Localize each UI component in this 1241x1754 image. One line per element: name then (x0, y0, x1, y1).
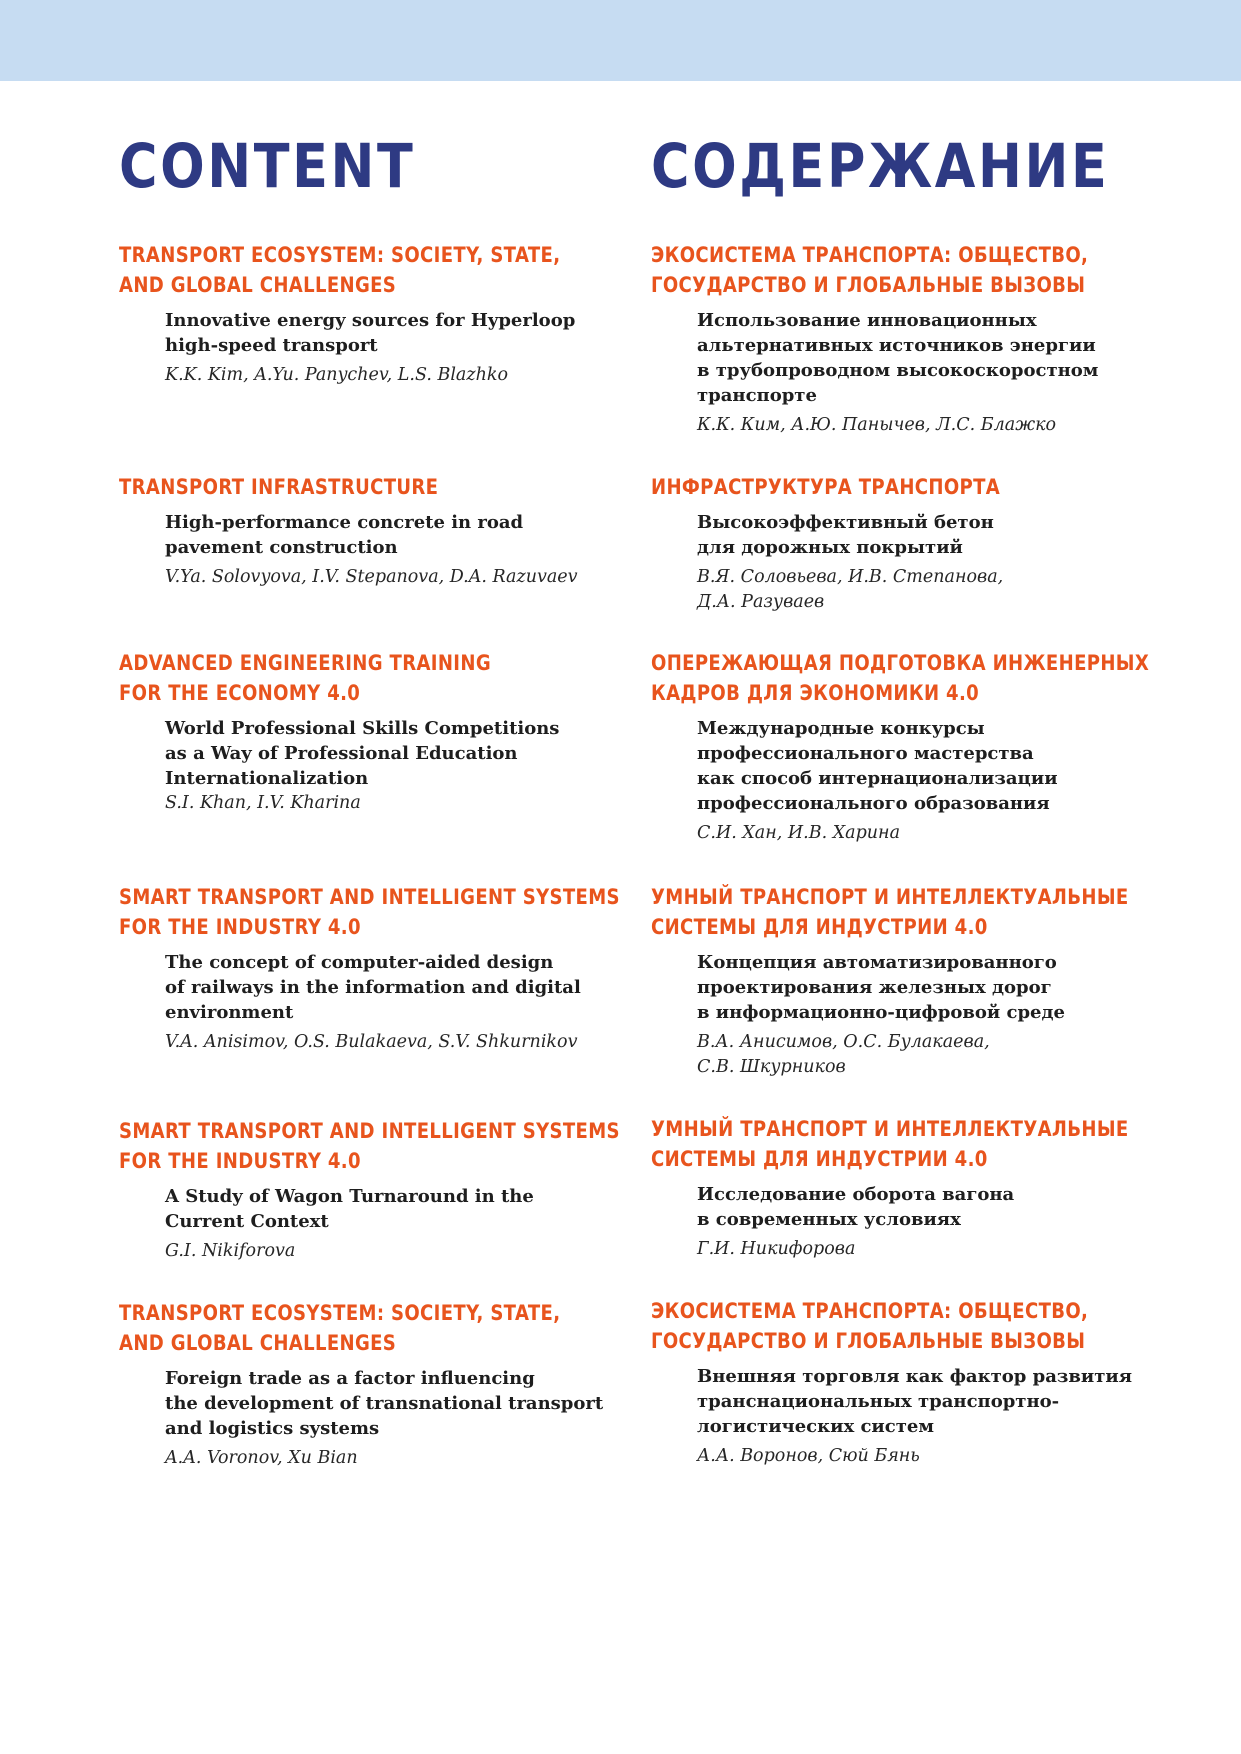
toc-entry[interactable] (119, 648, 639, 816)
toc-entry[interactable] (651, 1114, 1171, 1262)
article-title: A Study of Wagon Turnaround in the Current Context (165, 1186, 534, 1232)
article (697, 1364, 1171, 1469)
article-title: World Professional Skills Competitions as a Way of Professional Education Internationalization (165, 718, 560, 789)
article-authors: G.I. Nikiforova (165, 1241, 296, 1261)
section-heading: TRANSPORT ECOSYSTEM: SOCIETY, STATE, AND GLOBAL CHALLENGES (119, 243, 561, 297)
section-heading: TRANSPORT INFRASTRUCTURE (119, 475, 439, 499)
section-heading: ЭКОСИСТЕМА ТРАНСПОРТА: ОБЩЕСТВО, ГОСУДАРСТВО И ГЛОБАЛЬНЫЕ ВЫЗОВЫ (651, 1299, 1089, 1353)
toc-entry[interactable] (119, 1116, 639, 1264)
article (165, 1366, 639, 1471)
article (165, 308, 639, 388)
article (697, 510, 1171, 615)
article-title: Высокоэффективный бетон для дорожных покрытий (697, 512, 994, 558)
article-title: Использование инновационных альтернативных источников энергии в трубопроводном высокоскоростном транспорте (697, 310, 1099, 406)
article (165, 716, 639, 816)
section-heading: УМНЫЙ ТРАНСПОРТ И ИНТЕЛЛЕКТУАЛЬНЫЕ СИСТЕМЫ ДЛЯ ИНДУСТРИИ 4.0 (651, 885, 1129, 939)
article (697, 716, 1171, 846)
page-title: CONTENT (119, 131, 416, 202)
article-title: Международные конкурсы профессионального мастерства как способ интернационализации профессионального образования (697, 718, 1058, 814)
article-title: Внешняя торговля как фактор развития транснациональных транспортно- логистических систем (697, 1366, 1132, 1437)
article-authors: S.I. Khan, I.V. Kharina (165, 793, 361, 813)
article-authors: К.К. Ким, А.Ю. Панычев, Л.С. Блажко (697, 415, 1057, 435)
article-authors: V.A. Anisimov, O.S. Bulakaeva, S.V. Shkurnikov (165, 1032, 578, 1052)
article-title: Foreign trade as a factor influencing the development of transnational transport and logistics systems (165, 1368, 604, 1439)
article-title: Концепция автоматизированного проектирования железных дорог в информационно-цифровой среде (697, 952, 1065, 1023)
section-heading: ADVANCED ENGINEERING TRAINING FOR THE ECONOMY 4.0 (119, 651, 491, 705)
article-title: The concept of computer-aided design of railways in the information and digital environment (165, 952, 581, 1023)
toc-entry[interactable] (119, 472, 639, 590)
section-heading: SMART TRANSPORT AND INTELLIGENT SYSTEMS FOR THE INDUSTRY 4.0 (119, 885, 620, 939)
article-authors: K.K. Kim, A.Yu. Panychev, L.S. Blazhko (165, 365, 508, 385)
article-authors: V.Ya. Solovyova, I.V. Stepanova, D.A. Razuvaev (165, 567, 578, 587)
section-heading: ИНФРАСТРУКТУРА ТРАНСПОРТА (651, 475, 1001, 499)
article (697, 950, 1171, 1080)
article-title: Исследование оборота вагона в современных условиях (697, 1184, 1015, 1230)
toc-entry[interactable] (651, 472, 1171, 615)
article-authors: С.И. Хан, И.В. Харина (697, 823, 901, 843)
toc-entry[interactable] (119, 882, 639, 1055)
article (697, 308, 1171, 438)
article (165, 950, 639, 1055)
article-authors: В.А. Анисимов, О.С. Булакаева, С.В. Шкурников (697, 1032, 990, 1077)
section-heading: TRANSPORT ECOSYSTEM: SOCIETY, STATE, AND GLOBAL CHALLENGES (119, 1301, 561, 1355)
article-authors: A.A. Voronov, Xu Bian (165, 1448, 358, 1468)
toc-entry[interactable] (119, 240, 639, 388)
article-authors: В.Я. Соловьева, И.В. Степанова, Д.А. Разуваев (697, 567, 1004, 612)
article-title: High-performance concrete in road pavement construction (165, 512, 524, 558)
toc-entry[interactable] (651, 882, 1171, 1080)
page-title: СОДЕРЖАНИЕ (651, 131, 1110, 202)
article (165, 510, 639, 590)
toc-entry[interactable] (651, 240, 1171, 438)
article-authors: А.А. Воронов, Сюй Бянь (697, 1446, 920, 1466)
section-heading: ОПЕРЕЖАЮЩАЯ ПОДГОТОВКА ИНЖЕНЕРНЫХ КАДРОВ ДЛЯ ЭКОНОМИКИ 4.0 (651, 651, 1150, 705)
article-title: Innovative energy sources for Hyperloop high-speed transport (165, 310, 576, 356)
section-heading: SMART TRANSPORT AND INTELLIGENT SYSTEMS FOR THE INDUSTRY 4.0 (119, 1119, 620, 1173)
article (697, 1182, 1171, 1262)
section-heading: ЭКОСИСТЕМА ТРАНСПОРТА: ОБЩЕСТВО, ГОСУДАРСТВО И ГЛОБАЛЬНЫЕ ВЫЗОВЫ (651, 243, 1089, 297)
toc-entry[interactable] (651, 1296, 1171, 1469)
toc-entry[interactable] (119, 1298, 639, 1471)
article (165, 1184, 639, 1264)
header-band (0, 0, 1241, 81)
toc-entry[interactable] (651, 648, 1171, 846)
section-heading: УМНЫЙ ТРАНСПОРТ И ИНТЕЛЛЕКТУАЛЬНЫЕ СИСТЕМЫ ДЛЯ ИНДУСТРИИ 4.0 (651, 1117, 1129, 1171)
article-authors: Г.И. Никифорова (697, 1239, 856, 1259)
